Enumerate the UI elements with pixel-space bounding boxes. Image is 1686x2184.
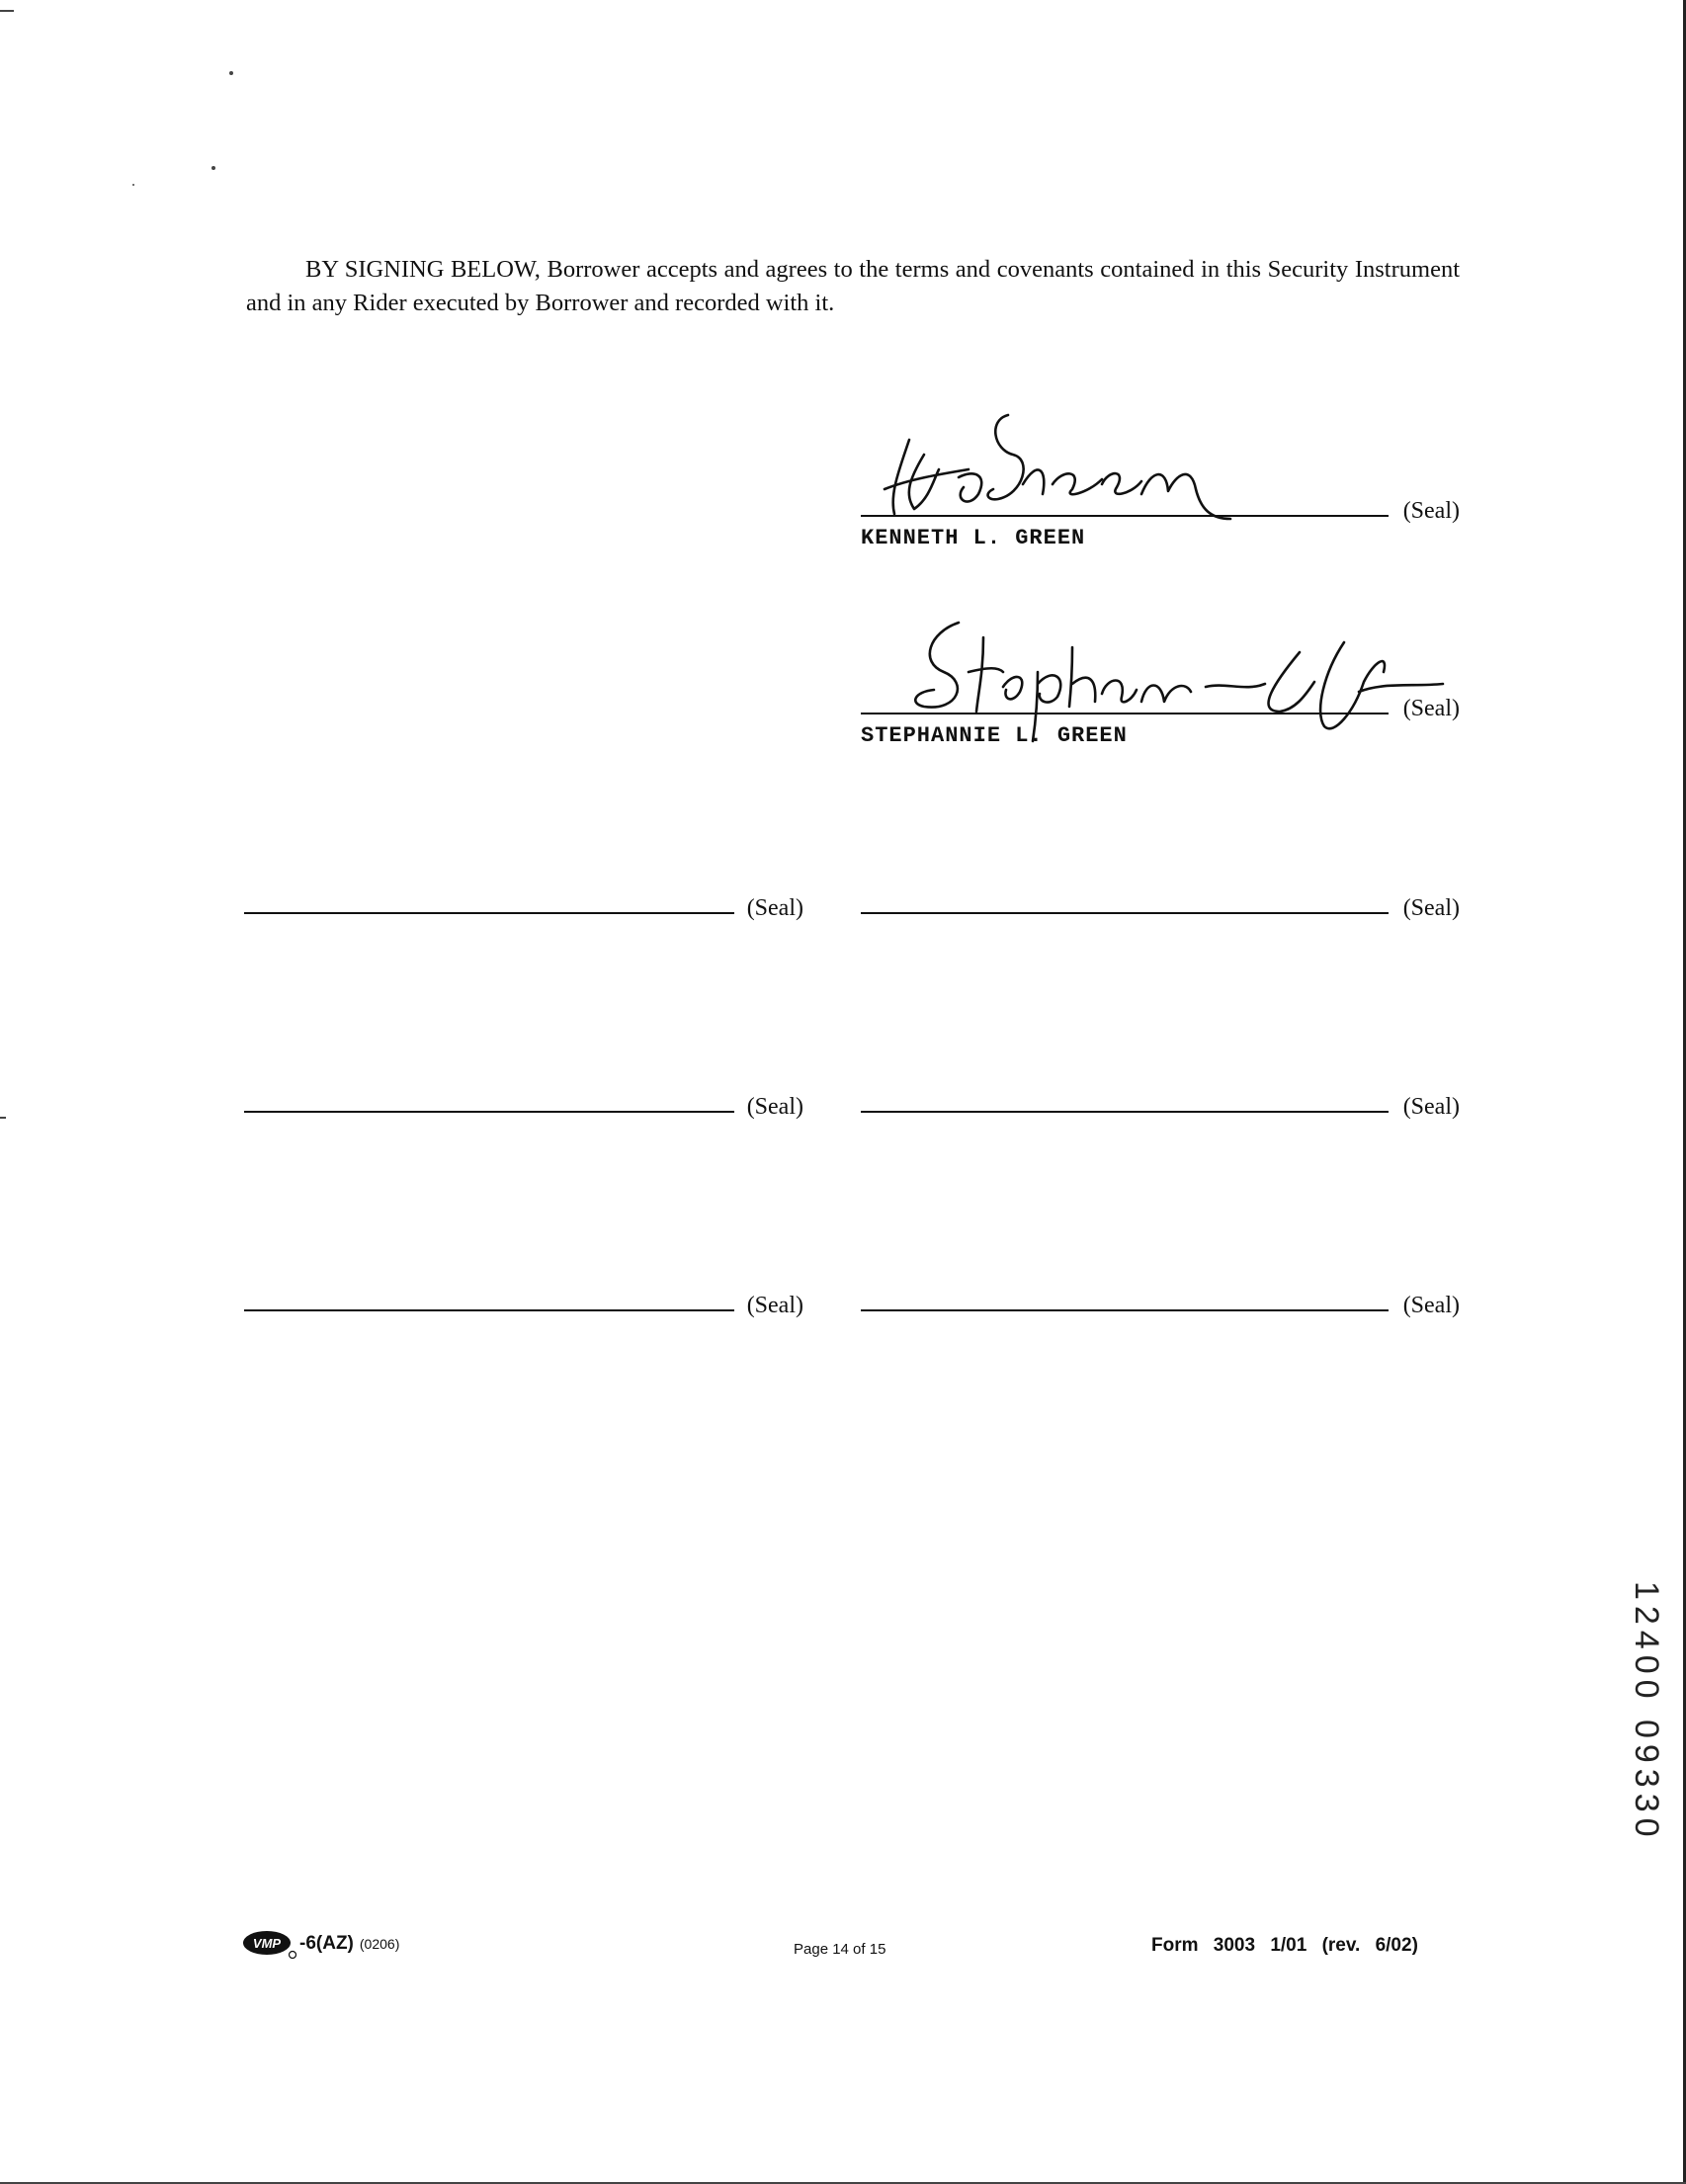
acceptance-lead: BY SIGNING BELOW,: [305, 256, 541, 283]
seal-label: (Seal): [746, 895, 803, 921]
blank-signature-line-right-3[interactable]: [861, 1282, 1460, 1321]
acceptance-paragraph: [246, 253, 1460, 320]
blank-signature-line-left-1[interactable]: [244, 884, 803, 924]
signer-name-2: STEPHANNIE L. GREEN: [861, 723, 1128, 748]
seal-label: (Seal): [746, 1293, 803, 1318]
seal-label: (Seal): [1402, 1293, 1460, 1318]
seal-label: (Seal): [1402, 696, 1460, 721]
seal-label: (Seal): [1402, 498, 1460, 524]
form-code-suffix: (0206): [359, 1936, 400, 1952]
signature-rule: [861, 713, 1389, 714]
blank-signature-line-right-1[interactable]: [861, 884, 1460, 924]
seal-label: (Seal): [1402, 895, 1460, 921]
page-number: Page 14 of 15: [794, 1941, 886, 1958]
scan-speck: [229, 71, 233, 75]
recording-stamp: 12400 09330: [1628, 1581, 1665, 1843]
signature-rule: [861, 1111, 1389, 1113]
blank-signature-line-right-2[interactable]: [861, 1083, 1460, 1123]
signer-name-1: KENNETH L. GREEN: [861, 526, 1086, 550]
form-code: [299, 1933, 399, 1955]
blank-signature-line-left-3[interactable]: [244, 1282, 803, 1321]
signature-line-1: [861, 458, 1460, 524]
form-identifier: Form 3003 1/01 (rev. 6/02): [1151, 1935, 1418, 1956]
vmp-logo-icon: [241, 1929, 296, 1959]
signature-rule: [244, 912, 734, 914]
acceptance-text: Borrower accepts and agrees to the terms and covenants contained in this Security Instrument and in any Rider executed by Borrower and recorded with it.: [246, 256, 1461, 316]
scan-speck: [0, 1117, 6, 1119]
signature-rule: [861, 515, 1389, 517]
signature-line-2: [861, 655, 1460, 721]
scan-speck: [132, 184, 134, 186]
signature-rule: [244, 1309, 734, 1311]
vmp-logo-text: VMP: [252, 1936, 282, 1951]
seal-label: (Seal): [746, 1094, 803, 1120]
signature-rule: [861, 912, 1389, 914]
scan-speck: [211, 166, 215, 170]
form-code-main: -6(AZ): [299, 1933, 354, 1954]
seal-label: (Seal): [1402, 1094, 1460, 1120]
signature-rule: [244, 1111, 734, 1113]
signature-rule: [861, 1309, 1389, 1311]
scan-speck: [0, 10, 14, 12]
blank-signature-line-left-2[interactable]: [244, 1083, 803, 1123]
